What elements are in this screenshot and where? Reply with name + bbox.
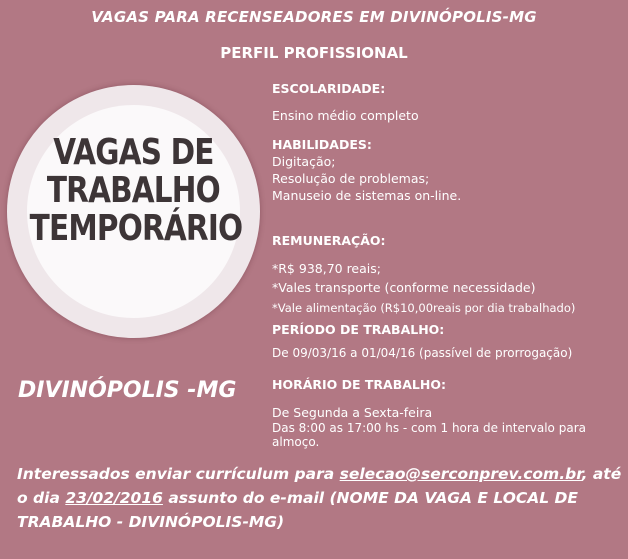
footer-mid: , até o dia bbox=[17, 465, 622, 507]
section-remuneracao bbox=[272, 232, 575, 317]
header-title: VAGAS PARA RECENSEADORES EM DIVINÓPOLIS-MG bbox=[91, 8, 537, 26]
periodo-value: De 09/03/16 a 01/04/16 (passível de prorrogação) bbox=[272, 346, 573, 360]
escolaridade-value: Ensino médio completo bbox=[272, 108, 419, 123]
habilidades-item: Resolução de problemas; bbox=[272, 171, 430, 186]
footer-instructions bbox=[17, 462, 622, 534]
city-label: DIVINÓPOLIS -MG bbox=[18, 378, 237, 403]
escolaridade-heading: ESCOLARIDADE: bbox=[272, 81, 386, 96]
periodo-heading: PERÍODO DE TRABALHO: bbox=[272, 322, 445, 337]
habilidades-item: Digitação; bbox=[272, 154, 336, 169]
footer-rest: assunto do e-mail (NOME DA VAGA E LOCAL DE TRABALHO - DIVINÓPOLIS-MG) bbox=[17, 489, 579, 531]
section-periodo bbox=[272, 321, 572, 362]
footer-prefix: Interessados enviar currículum para bbox=[17, 465, 340, 483]
badge-line-1: VAGAS DE bbox=[53, 132, 214, 173]
deadline-date: 23/02/2016 bbox=[65, 489, 163, 507]
habilidades-heading: HABILIDADES: bbox=[272, 137, 372, 152]
section-habilidades bbox=[272, 136, 461, 204]
email-link[interactable]: selecao@serconprev.com.br bbox=[339, 465, 582, 483]
horario-heading: HORÁRIO DE TRABALHO: bbox=[272, 377, 446, 392]
horario-line-2: Das 8:00 as 17:00 hs - com 1 hora de intervalo para almoço. bbox=[272, 421, 586, 449]
badge-line-2: TRABALHO bbox=[46, 170, 220, 211]
remuneracao-item: *Vale alimentação (R$10,00reais por dia trabalhado) bbox=[272, 301, 576, 315]
badge-line-3: TEMPORÁRIO bbox=[29, 208, 243, 249]
remuneracao-item: *Vales transporte (conforme necessidade) bbox=[272, 280, 536, 295]
header-subtitle: PERFIL PROFISSIONAL bbox=[220, 44, 408, 62]
section-escolaridade bbox=[272, 80, 419, 124]
horario-line-1: De Segunda a Sexta-feira bbox=[272, 405, 433, 420]
habilidades-item: Manuseio de sistemas on-line. bbox=[272, 188, 462, 203]
remuneracao-heading: REMUNERAÇÃO: bbox=[272, 233, 386, 248]
temporary-jobs-badge bbox=[29, 132, 243, 249]
section-horario bbox=[272, 376, 622, 449]
remuneracao-item: *R$ 938,70 reais; bbox=[272, 261, 381, 276]
